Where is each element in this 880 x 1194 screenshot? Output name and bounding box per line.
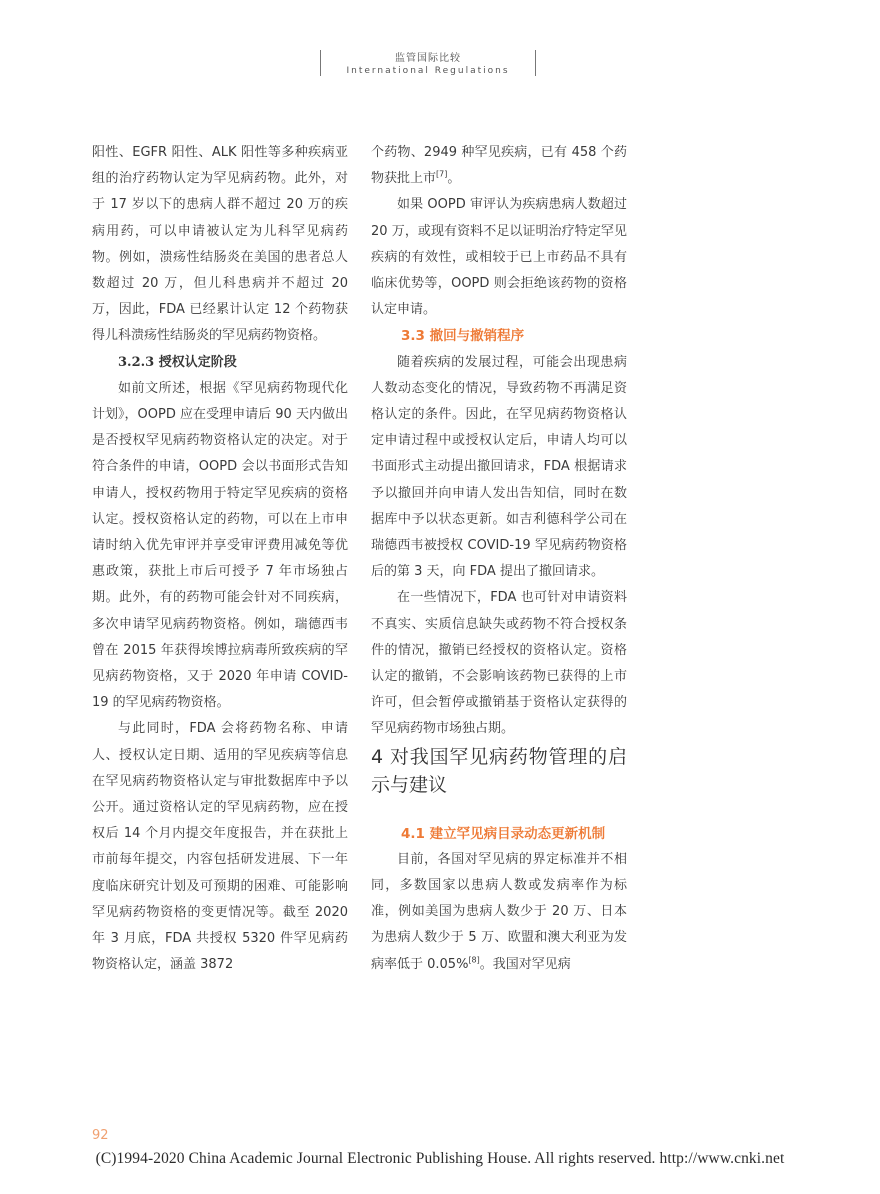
right-paragraph-5 (371, 847, 627, 978)
section-heading-3-3: 3.3 撤回与撤销程序 (401, 328, 525, 345)
left-paragraph-3: 与此同时，FDA 会将药物名称、申请人、授权认定日期、适用的罕见疾病等信息在罕见病药物资格认定与审批数据库中予以公开。通过资格认定的罕见病药物，应在授权后 14 个月内提交年度报告，并在获批上市前每年提交，内容包括研发进展、下一年度临床研究计划及可预期的困难、可能影响罕见病药物资格的变更情况等。截至 2020 年 3 月底，FDA 共授权 5320 件罕见病药物资格认定，涵盖 3872 (92, 721, 348, 973)
running-header (320, 50, 536, 76)
left-column (92, 140, 348, 979)
left-paragraph-1: 阳性、EGFR 阳性、ALK 阳性等多种疾病亚组的治疗药物认定为罕见病药物。此外，对于 17 岁以下的患病人群不超过 20 万的疾病用药，可以申请被认定为儿科罕见病药物。例如，溃疡性结肠炎在美国的患者总人数超过 20 万，但儿科患病并不超过 20 万，因此，FDA 已经累计认定 12 个药物获得儿科溃疡性结肠炎的罕见病药物资格。 (92, 145, 348, 344)
right-paragraph-5-end: 。我国对罕见病 (479, 956, 571, 972)
header-title-en: International Regulations (346, 66, 510, 76)
right-paragraph-3: 随着疾病的发展过程，可能会出现患病人数动态变化的情况，导致药物不再满足资格认定的条件。因此，在罕见病药物资格认定申请过程中或授权认定后，申请人均可以书面形式主动提出撤回请求，FDA 根据请求予以撤回并向申请人发出告知信，同时在数据库中予以状态更新。如吉利德科学公司在瑞德西韦被授权 COVID-19 罕见病药物资格后的第 3 天，向 FDA 提出了撤回请求。 (371, 354, 627, 580)
page-number: 92 (92, 1128, 109, 1143)
right-paragraph-1-text: 个药物、2949 种罕见疾病，已有 458 个药物获批上市 (371, 145, 627, 187)
citation-8: [8] (468, 955, 480, 965)
copyright-footer: (C)1994-2020 China Academic Journal Electronic Publishing House. All rights reserved. http://www.cnki.net (95, 1150, 785, 1167)
right-paragraph-5-text: 目前，各国对罕见病的界定标准并不相同，多数国家以患病人数或发病率作为标准，例如美国为患病人数少于 20 万、日本为患病人数少于 5 万、欧盟和澳大利亚为发病率低于 0.05% (371, 851, 627, 972)
right-column (371, 140, 627, 978)
citation-7: [7] (436, 169, 448, 179)
section-heading-4: 4 对我国罕见病药物管理的启示与建议 (371, 745, 627, 796)
right-paragraph-1-end: 。 (447, 171, 461, 187)
right-paragraph-2: 如果 OOPD 审评认为疾病患病人数超过 20 万，或现有资料不足以证明治疗特定罕见疾病的有效性，或相较于已上市药品不具有临床优势等，OOPD 则会拒绝该药物的资格认定申请。 (371, 197, 627, 318)
left-paragraph-2: 如前文所述，根据《罕见病药物现代化计划》，OOPD 应在受理申请后 90 天内做出是否授权罕见病药物资格认定的决定。对于符合条件的申请，OOPD 会以书面形式告知申请人，授权药物用于特定罕见疾病的资格认定。授权资格认定的药物，可以在上市申请时纳入优先审评并享受审评费用减免等优惠政策，获批上市后可授予 7 年市场独占期。此外，有的药物可能会针对不同疾病，多次申请罕见病药物资格。例如，瑞德西韦曾在 2015 年获得埃博拉病毒所致疾病的罕见病药物资格，又于 2020 年申请 COVID-19 的罕见病药物资格。 (92, 380, 348, 711)
section-heading-4-1: 4.1 建立罕见病目录动态更新机制 (401, 825, 606, 842)
section-heading-3-2-3: 3.2.3 授权认定阶段 (118, 354, 237, 370)
header-title-cn: 监管国际比较 (395, 53, 461, 64)
right-paragraph-4: 在一些情况下，FDA 也可针对申请资料不真实、实质信息缺失或药物不符合授权条件的情况，撤销已经授权的资格认定。资格认定的撤销，不会影响该药物已获得的上市许可，但会暂停或撤销基于资格认定获得的罕见病药物市场独占期。 (371, 590, 627, 737)
right-paragraph-1 (371, 140, 627, 192)
